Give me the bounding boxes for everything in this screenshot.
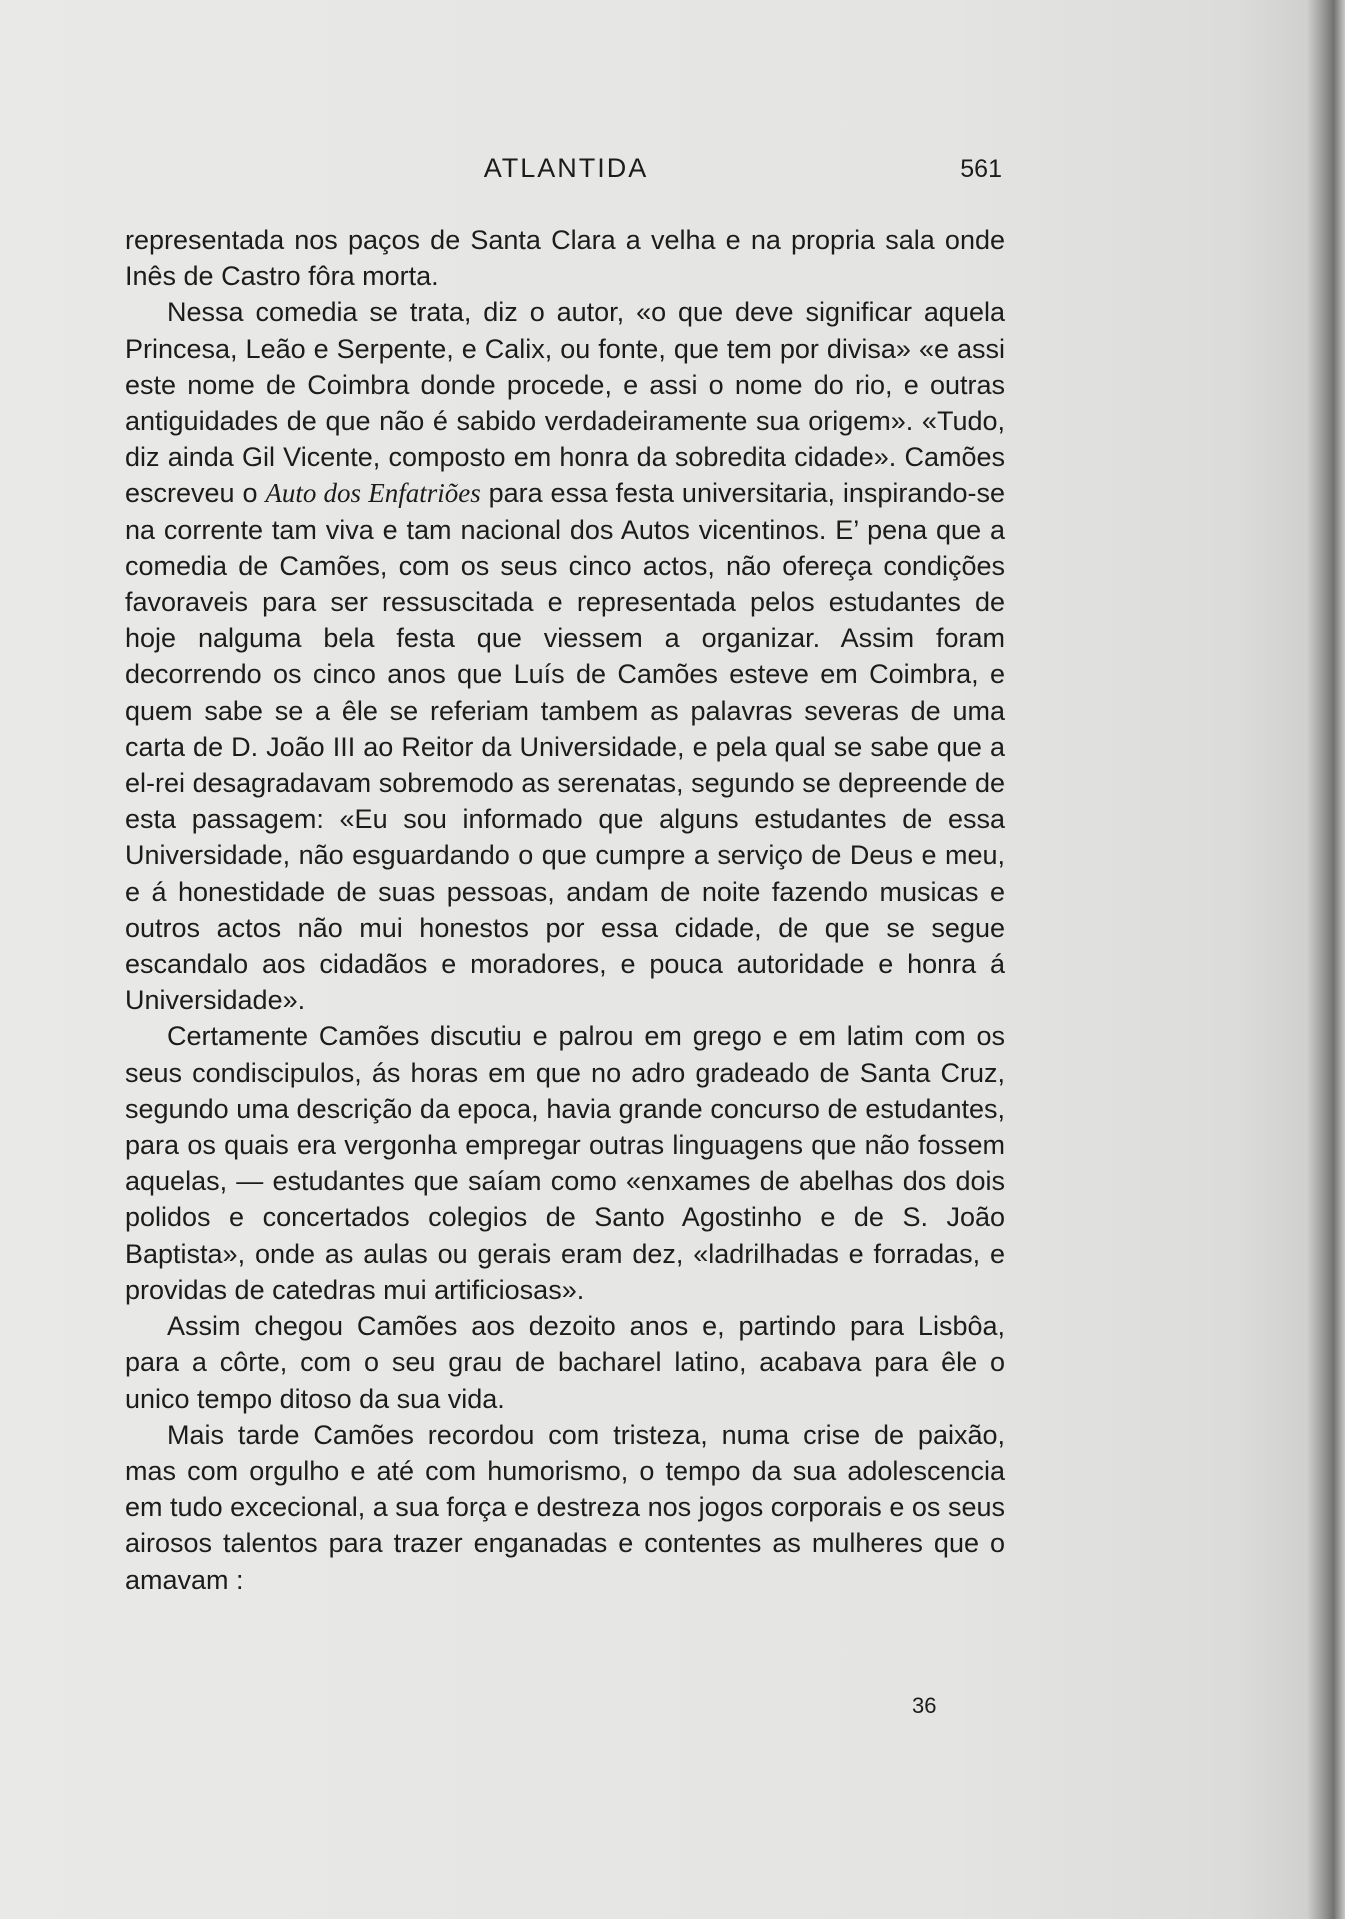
- text-run: Nessa comedia se trata, diz o autor, «o que deve significar aquela Princesa, Leão e Serpente, e Calix, ou fonte, que tem por divisa» «e assi este nome de Coimbra donde procede, e assi o nome do rio, e outras antiguidades de que não é sabido verdadeiramente sua origem». «Tudo, diz ainda Gil Vicente, composto em honra da sobredita cidade». Camões escreveu o: [125, 297, 1005, 509]
- text-run: representada nos paços de Santa Clara a velha e na propria sala onde Inês de Castro fôra morta.: [125, 225, 1005, 292]
- page-number: 561: [960, 155, 1002, 183]
- text-run: Assim chegou Camões aos dezoito anos e, partindo para Lisbôa, para a côrte, com o seu grau de bacharel latino, acabava para êle o unico tempo ditoso da sua vida.: [125, 1311, 1005, 1414]
- italic-title: Auto dos Enfatriões: [265, 478, 481, 509]
- paragraph: [125, 1018, 1005, 1308]
- paragraph: [125, 1308, 1005, 1417]
- running-title: ATLANTIDA: [483, 153, 649, 183]
- running-head: [130, 153, 1002, 189]
- paragraph: [125, 1417, 1005, 1598]
- paragraph: [125, 294, 1005, 1018]
- body-text: [125, 222, 1005, 1598]
- page-gutter-shadow: [1307, 0, 1345, 1919]
- signature-mark: 36: [912, 1693, 937, 1718]
- paragraph: [125, 222, 1005, 294]
- text-run: Mais tarde Camões recordou com tristeza, numa crise de paixão, mas com orgulho e até com humorismo, o tempo da sua adolescencia em tudo excecional, a sua força e destreza nos jogos corporais e os seus airosos talentos para trazer enganadas e contentes as mulheres que o amavam :: [125, 1419, 1005, 1595]
- text-run: Certamente Camões discutiu e palrou em grego e em latim com os seus condiscipulos, ás horas em que no adro gradeado de Santa Cruz, segundo uma descrição da epoca, havia grande concurso de estudantes, para os quais era vergonha empregar outras linguagens que não fossem aquelas, — estudantes que saíam como «enxames de abelhas dos dois polidos e concertados colegios de Santo Agostinho e de S. João Baptista», onde as aulas ou gerais eram dez, «ladrilhadas e forradas, e providas de catedras mui artificiosas».: [125, 1021, 1005, 1305]
- text-run: para essa festa universitaria, inspirando-se na corrente tam viva e tam nacional dos Autos vicentinos. E’ pena que a comedia de Camões, com os seus cinco actos, não ofereça condições favoraveis para ser ressuscitada e representada pelos estudantes de hoje nalguma bela festa que viessem a organizar. Assim foram decorrendo os cinco anos que Luís de Camões esteve em Coimbra, e quem sabe se a êle se referiam tambem as palavras severas de uma carta de D. João III ao Reitor da Universidade, e pela qual se sabe que a el-rei desagradavam sobremodo as serenatas, segundo se depreende de esta passagem: «Eu sou informado que alguns estudantes de essa Universidade, não esguardando o que cumpre a serviço de Deus e meu, e á honestidade de suas pessoas, andam de noite fazendo musicas e outros actos não mui honestos por essa cidade, de que se segue escandalo aos cidadãos e moradores, e pouca autoridade e honra á Universidade».: [125, 478, 1005, 1016]
